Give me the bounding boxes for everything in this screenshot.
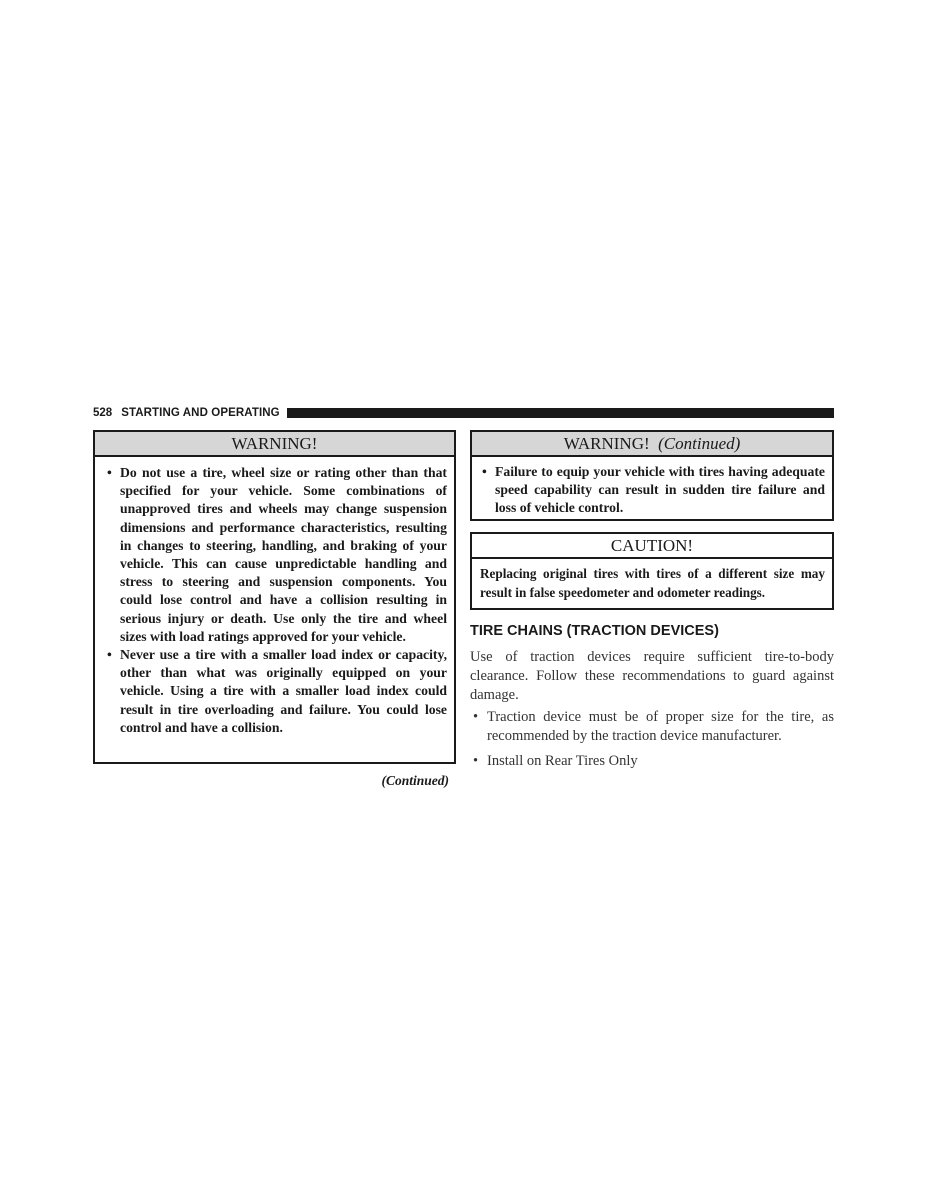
continued-label: (Continued) — [381, 773, 449, 788]
header-rule — [287, 408, 834, 418]
warning-box — [93, 430, 456, 764]
section-title: STARTING AND OPERATING — [121, 407, 280, 419]
warning-list — [95, 457, 454, 737]
body-paragraph: Use of traction devices require sufficient tire-to-body clearance. Follow these recommendations to guard against damage. — [470, 649, 834, 703]
warning-item-text: Do not use a tire, wheel size or rating other than that specified for your vehicle. Some combinations of unapproved tires and wheels may change suspension dimensions and performance characteristics, resulting in changes to steering, handling, and braking of your vehicle. This can cause unpredictable handling and stress to steering and suspension components. You could lose control and have a collision resulting in serious injury or death. Use only the tire and wheel sizes with load ratings approved for your vehicle. — [120, 465, 447, 644]
warning-item-text: Failure to equip your vehicle with tires having adequate speed capability can result in sudden tire failure and loss of vehicle control. — [495, 464, 825, 516]
caution-text: Replacing original tires with tires of a different size may result in false speedometer and odometer readings. — [480, 566, 825, 600]
warning-title: WARNING! — [95, 432, 454, 457]
section-heading: TIRE CHAINS (TRACTION DEVICES) — [470, 623, 719, 639]
bullet-list — [470, 752, 834, 771]
warning-list — [472, 457, 832, 518]
warning-title-text: WARNING! — [563, 434, 650, 453]
warning-title-suffix: (Continued) — [658, 434, 741, 453]
caution-title: CAUTION! — [472, 534, 832, 559]
bullet-icon: • — [107, 465, 112, 480]
list-item-text: Traction device must be of proper size for the tire, as recommended by the traction device manufacturer. — [487, 709, 834, 744]
list-item-text: Install on Rear Tires Only — [487, 753, 638, 769]
list-item — [470, 752, 834, 771]
bullet-list — [470, 708, 834, 746]
bullet-icon: • — [473, 709, 479, 725]
page-number: 528 — [93, 407, 113, 419]
list-item — [470, 708, 834, 746]
page-header — [93, 405, 834, 421]
bullet-icon: • — [482, 464, 487, 479]
warning-continued-title — [472, 432, 832, 457]
warning-item — [102, 646, 447, 737]
bullet-icon: • — [107, 647, 112, 663]
caution-box — [470, 532, 834, 610]
bullet-icon: • — [473, 753, 479, 769]
warning-continued-box — [470, 430, 834, 521]
warning-item — [477, 463, 825, 518]
warning-item-text: Never use a tire with a smaller load index or capacity, other than what was originally equipped on your vehicle. Using a tire with a smaller load index could result in tire overloading and failure. You could lose control and have a collision. — [120, 647, 447, 735]
warning-item — [102, 464, 447, 646]
